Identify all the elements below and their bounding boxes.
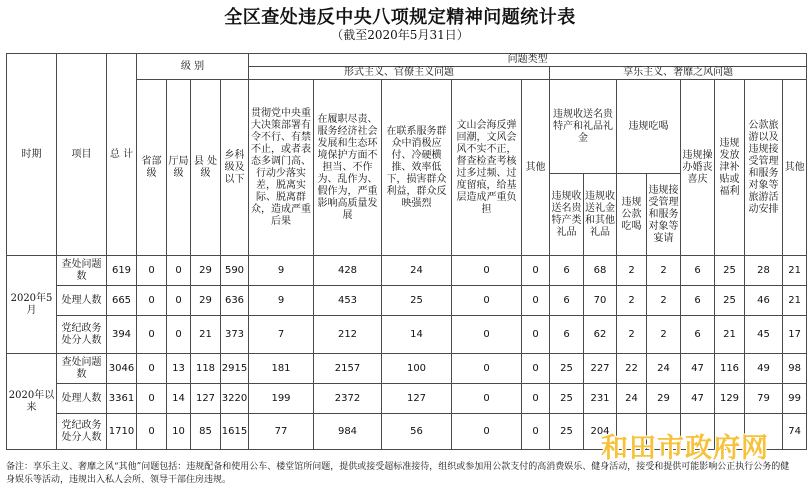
data-cell: 2 <box>617 316 647 354</box>
header-bureau: 厅局级 <box>167 80 191 256</box>
header-item: 项目 <box>57 54 107 256</box>
header-wedding: 违规操办婚丧喜庆 <box>681 80 715 256</box>
data-cell: 590 <box>221 256 249 286</box>
header-level: 级 别 <box>137 54 249 80</box>
data-cell: 24 <box>617 384 647 414</box>
header-hedonism: 享乐主义、奢靡之风问题 <box>550 67 807 80</box>
header-total: 总 计 <box>107 54 137 256</box>
data-cell: 1710 <box>107 414 137 450</box>
data-cell: 14 <box>382 316 452 354</box>
data-cell: 25 <box>550 414 584 450</box>
header-gifts: 违规收送名贵特产和礼品礼金 <box>550 80 617 174</box>
data-cell: 6 <box>550 286 584 316</box>
data-cell: 984 <box>314 414 382 450</box>
table-row <box>7 286 807 316</box>
data-cell: 127 <box>191 384 221 414</box>
row-label: 查处问题数 <box>57 354 107 384</box>
header-eat-b: 违规接受管理和服务对象等宴请 <box>647 174 681 256</box>
data-cell: 77 <box>249 414 314 450</box>
data-cell: 2 <box>647 256 681 286</box>
data-cell: 25 <box>382 286 452 316</box>
data-cell: 0 <box>522 354 550 384</box>
table-row <box>7 316 807 354</box>
watermark-logo: 和田市政府网 <box>601 433 769 464</box>
data-cell: 62 <box>584 316 617 354</box>
page-title: 全区查处违反中央八项规定精神问题统计表 <box>224 7 576 28</box>
row-label: 查处问题数 <box>57 256 107 286</box>
data-cell: 25 <box>550 384 584 414</box>
data-cell: 6 <box>681 316 715 354</box>
data-cell: 428 <box>314 256 382 286</box>
header-eat: 违规吃喝 <box>617 80 681 174</box>
period-label: 2020年以来 <box>7 354 57 450</box>
data-cell: 2 <box>617 256 647 286</box>
header-allowance: 违规发放津补贴或福利 <box>715 80 745 256</box>
header-eat-a: 违规公款吃喝 <box>617 174 647 256</box>
table-row <box>7 384 807 414</box>
data-cell: 0 <box>137 414 167 450</box>
header-county: 县 处级 <box>191 80 221 256</box>
data-cell: 13 <box>167 354 191 384</box>
data-cell: 0 <box>522 286 550 316</box>
data-cell: 0 <box>522 256 550 286</box>
data-cell: 7 <box>249 316 314 354</box>
data-cell: 0 <box>452 384 522 414</box>
header-f5: 其他 <box>522 80 550 256</box>
data-cell: 2915 <box>221 354 249 384</box>
data-cell: 3220 <box>221 384 249 414</box>
header-province: 省部级 <box>137 80 167 256</box>
page-subtitle: （截至2020年5月31日） <box>331 28 469 42</box>
data-cell: 181 <box>249 354 314 384</box>
data-cell: 665 <box>107 286 137 316</box>
row-label: 处理人数 <box>57 384 107 414</box>
data-cell: 0 <box>167 286 191 316</box>
data-cell: 25 <box>715 286 745 316</box>
data-cell: 29 <box>647 384 681 414</box>
data-cell: 46 <box>745 286 783 316</box>
data-cell: 0 <box>137 316 167 354</box>
data-cell: 394 <box>107 316 137 354</box>
data-cell: 28 <box>745 256 783 286</box>
data-cell: 68 <box>584 256 617 286</box>
data-cell: 199 <box>249 384 314 414</box>
data-cell: 227 <box>584 354 617 384</box>
row-label: 处理人数 <box>57 286 107 316</box>
data-cell: 0 <box>452 316 522 354</box>
data-cell: 0 <box>452 354 522 384</box>
data-cell: 0 <box>522 384 550 414</box>
data-cell: 118 <box>191 354 221 384</box>
data-cell: 29 <box>191 256 221 286</box>
table-row <box>7 256 807 286</box>
data-cell: 45 <box>745 316 783 354</box>
data-cell: 3361 <box>107 384 137 414</box>
header-township: 乡科级及以下 <box>221 80 249 256</box>
data-cell: 0 <box>452 256 522 286</box>
data-cell: 79 <box>745 384 783 414</box>
data-cell: 127 <box>382 384 452 414</box>
data-cell: 0 <box>522 414 550 450</box>
data-cell: 0 <box>522 316 550 354</box>
data-cell: 99 <box>783 384 807 414</box>
data-cell: 9 <box>249 286 314 316</box>
header-f3: 在联系服务群众中消极应付、冷硬横推、效率低下，损害群众利益，群众反映强烈 <box>382 80 452 256</box>
data-cell: 0 <box>137 256 167 286</box>
data-cell: 25 <box>715 256 745 286</box>
table-body <box>7 256 807 450</box>
data-cell: 21 <box>715 316 745 354</box>
data-cell: 129 <box>715 384 745 414</box>
data-cell: 70 <box>584 286 617 316</box>
header-formalism: 形式主义、官僚主义问题 <box>249 67 550 80</box>
data-cell: 0 <box>137 286 167 316</box>
data-cell: 49 <box>745 354 783 384</box>
data-cell: 9 <box>249 256 314 286</box>
data-cell: 636 <box>221 286 249 316</box>
data-cell: 2157 <box>314 354 382 384</box>
header-period: 时期 <box>7 54 57 256</box>
data-cell: 47 <box>681 384 715 414</box>
data-cell: 6 <box>681 256 715 286</box>
data-cell: 47 <box>681 354 715 384</box>
data-cell: 373 <box>221 316 249 354</box>
data-cell: 22 <box>617 354 647 384</box>
header-f1: 贯彻党中央重大决策部署有令不行、有禁不止，或者表态多调门高、行动少落实差，脱离实际、脱离群众，造成严重后果 <box>249 80 314 256</box>
data-cell: 21 <box>783 286 807 316</box>
data-cell: 0 <box>137 354 167 384</box>
header-f2: 在履职尽责、服务经济社会发展和生态环境保护方面不担当、不作为、乱作为、假作为，严重影响高质量发展 <box>314 80 382 256</box>
data-cell: 231 <box>584 384 617 414</box>
data-cell: 0 <box>452 414 522 450</box>
row-label: 党纪政务处分人数 <box>57 414 107 450</box>
data-cell: 29 <box>191 286 221 316</box>
data-cell: 21 <box>783 256 807 286</box>
period-label: 2020年5月 <box>7 256 57 354</box>
header-travel: 公款旅游以及违规接受管理和服务对象等旅游活动安排 <box>745 80 783 256</box>
data-cell: 453 <box>314 286 382 316</box>
header-gifts-b: 违规收送礼金和其他礼品 <box>584 174 617 256</box>
data-cell: 2 <box>617 286 647 316</box>
data-cell: 74 <box>783 414 807 450</box>
data-cell: 10 <box>167 414 191 450</box>
data-cell: 24 <box>382 256 452 286</box>
header-problem-type: 问题类型 <box>249 54 807 67</box>
data-cell: 2372 <box>314 384 382 414</box>
data-cell: 100 <box>382 354 452 384</box>
statistics-table <box>6 53 807 450</box>
data-cell: 2 <box>647 316 681 354</box>
header-f4: 文山会海反弹回潮，文风会风不实不正，督查检查考核过多过频、过度留痕，给基层造成严重负担 <box>452 80 522 256</box>
data-cell: 6 <box>681 286 715 316</box>
data-cell: 619 <box>107 256 137 286</box>
data-cell: 2 <box>647 286 681 316</box>
data-cell: 116 <box>715 354 745 384</box>
footnote: 备注：享乐主义、奢靡之风“其他”问题包括：违规配备和使用公车、楼堂馆所问题，提供或接受超标准接待，组织或参加用公款支付的高消费娱乐、健身活动，接受和提供可能影响公正执行公务的健身娱乐等活动，违规出入私人会所、领导干部住房违规。 <box>6 462 790 485</box>
data-cell: 0 <box>452 286 522 316</box>
data-cell: 1615 <box>221 414 249 450</box>
row-label: 党纪政务处分人数 <box>57 316 107 354</box>
data-cell: 14 <box>167 384 191 414</box>
data-cell: 212 <box>314 316 382 354</box>
data-cell: 17 <box>783 316 807 354</box>
data-cell: 25 <box>550 354 584 384</box>
header-other: 其他 <box>783 80 807 256</box>
data-cell: 0 <box>167 256 191 286</box>
data-cell: 21 <box>191 316 221 354</box>
data-cell: 24 <box>647 354 681 384</box>
data-cell: 0 <box>137 384 167 414</box>
data-cell: 98 <box>783 354 807 384</box>
data-cell: 56 <box>382 414 452 450</box>
data-cell: 3046 <box>107 354 137 384</box>
data-cell: 6 <box>550 316 584 354</box>
header-gifts-a: 违规收送名贵特产类礼品 <box>550 174 584 256</box>
data-cell: 0 <box>167 316 191 354</box>
table-row <box>7 354 807 384</box>
data-cell: 204 <box>584 414 617 450</box>
data-cell: 6 <box>550 256 584 286</box>
data-cell: 85 <box>191 414 221 450</box>
